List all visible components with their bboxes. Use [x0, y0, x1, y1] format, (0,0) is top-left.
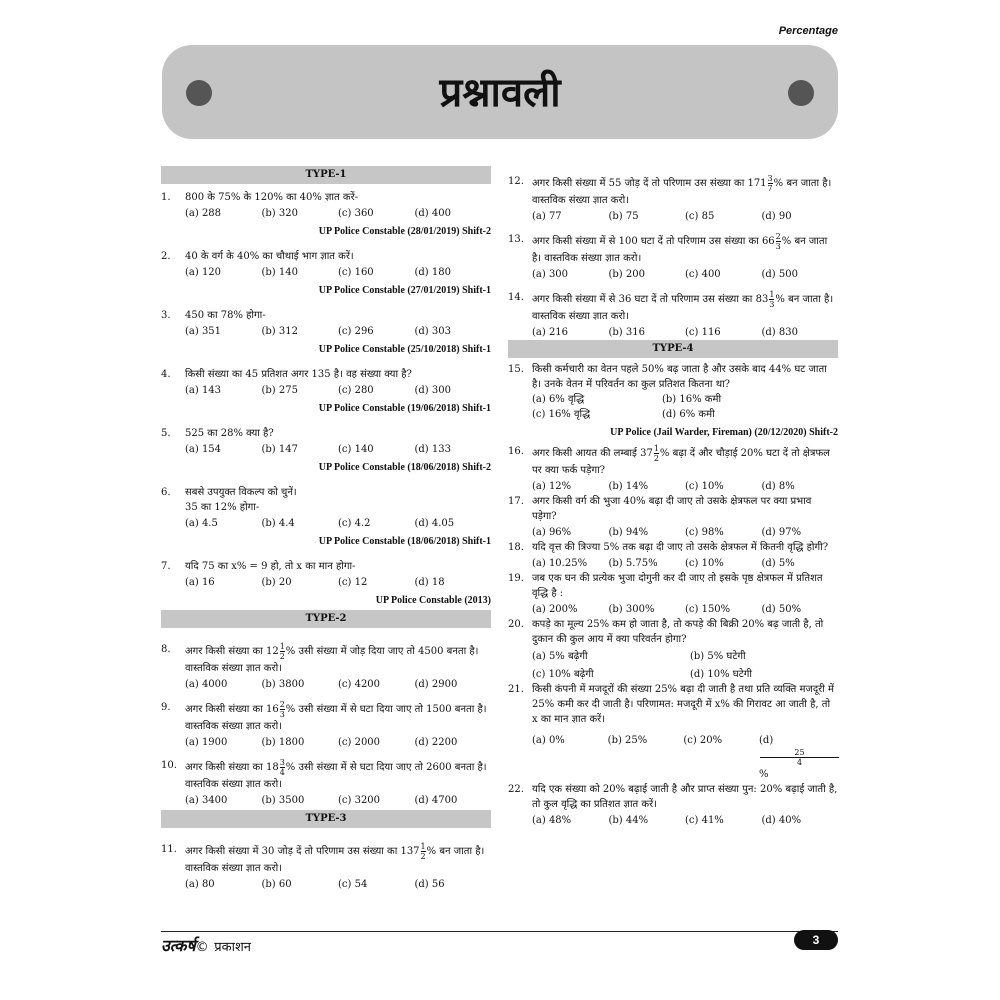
- question-source: UP Police Constable (27/01/2019) Shift-1: [318, 285, 491, 296]
- left-column: [161, 166, 491, 892]
- option-a: (a) 96%: [532, 527, 572, 538]
- question-3: [161, 308, 491, 357]
- question-20: [508, 617, 838, 682]
- option-a: (a) 48%: [532, 815, 572, 826]
- option-a: (a) 120: [185, 267, 222, 278]
- question-number: 13.: [508, 234, 524, 245]
- option-c: (c) 116: [685, 327, 721, 338]
- option-c: (c) 150%: [685, 604, 731, 615]
- option-c: (c) 4200: [338, 679, 381, 690]
- fraction: [421, 842, 426, 861]
- fraction-numerator: 1: [769, 290, 775, 299]
- question-8: [161, 642, 491, 692]
- option-c: (c) 98%: [685, 527, 724, 538]
- question-text: यदि वृत्त की त्रिज्या 5% तक बढ़ा दी जाए तो उसके क्षेत्रफल में कितनी वृद्धि होगी?: [532, 542, 829, 553]
- option-b: (b) 312: [261, 326, 298, 337]
- question-9: [161, 700, 491, 750]
- brand-copyright: ©: [195, 940, 209, 955]
- option-d: (d) 6% कमी: [662, 409, 715, 420]
- option-c: (c) 20%: [683, 735, 723, 746]
- fraction: [768, 174, 773, 193]
- fraction-numerator: 1: [653, 444, 659, 453]
- option-d: (d) 400: [414, 208, 451, 219]
- option-d: (d) 56: [414, 879, 445, 890]
- question-number: 4.: [161, 369, 171, 380]
- option-d: (d) 4700: [414, 795, 458, 806]
- question-text-pre: अगर किसी संख्या का 12: [185, 646, 279, 657]
- question-text-pre: अगर किसी आयत की लम्बाई 37: [532, 448, 653, 459]
- fraction-denominator: 2: [279, 652, 285, 661]
- option-b: (b) 5.75%: [608, 558, 658, 569]
- question-15: [508, 362, 838, 440]
- option-a: (a) 6% वृद्धि: [532, 394, 585, 405]
- question-text-post: % बन जाता है। वास्तविक संख्या ज्ञात करो।: [532, 236, 828, 264]
- question-text-post: % बढ़ा दें और चौड़ाई 20% घटा दें तो क्षेत्रफल पर क्या फर्क पड़ेगा?: [532, 448, 830, 476]
- fraction-denominator: 4: [279, 768, 285, 777]
- chapter-label: Percentage: [778, 25, 838, 37]
- fraction-denominator: 4: [796, 758, 803, 767]
- fraction-numerator: 25: [760, 748, 839, 758]
- option-c: (c) 4.2: [338, 518, 371, 529]
- option-a: (a) 16: [185, 577, 215, 588]
- option-d-suffix: %: [759, 769, 769, 780]
- option-a: (a) 143: [185, 385, 222, 396]
- question-text-pre: अगर किसी संख्या का 18: [185, 762, 279, 773]
- question-text: 800 के 75% के 120% का 40% ज्ञात करें-: [185, 192, 359, 203]
- option-c: (c) 3200: [338, 795, 381, 806]
- option-b: (b) 300%: [608, 604, 655, 615]
- option-b: (b) 200: [608, 269, 645, 280]
- option-b: (b) 1800: [261, 737, 305, 748]
- option-c: (c) 2000: [338, 737, 381, 748]
- option-a: (a) 3400: [185, 795, 228, 806]
- question-number: 8.: [161, 644, 171, 655]
- question-number: 9.: [161, 702, 171, 713]
- type-2-heading: TYPE-2: [161, 610, 491, 628]
- option-d: (d) 2900: [414, 679, 458, 690]
- question-number: 22.: [508, 784, 524, 795]
- option-d: (d) 18: [414, 577, 445, 588]
- question-21: [508, 682, 838, 782]
- question-number: 11.: [161, 844, 177, 855]
- question-text: किसी संख्या का 45 प्रतिशत अगर 135 है। वह संख्या क्या है?: [185, 369, 412, 380]
- option-d: (d): [759, 735, 774, 746]
- brand-name: उत्कर्ष: [161, 936, 196, 955]
- question-14: [508, 290, 838, 340]
- type-1-heading: TYPE-1: [161, 166, 491, 184]
- question-number: 3.: [161, 310, 171, 321]
- option-c: (c) 400: [685, 269, 721, 280]
- question-number: 18.: [508, 542, 524, 553]
- question-number: 14.: [508, 292, 524, 303]
- question-number: 6.: [161, 487, 171, 498]
- page-title: प्रश्नावली: [439, 70, 561, 116]
- option-b: (b) 94%: [608, 527, 649, 538]
- option-c: (c) 54: [338, 879, 368, 890]
- option-a: (a) 4.5: [185, 518, 218, 529]
- question-text-pre: अगर किसी संख्या में 55 जोड़ दें तो परिणाम उस संख्या का 171: [532, 178, 767, 189]
- banner-dot-right: [788, 80, 814, 106]
- option-b: (b) 275: [261, 385, 298, 396]
- question-number: 17.: [508, 496, 524, 507]
- option-d: (d) 50%: [761, 604, 802, 615]
- option-c: (c) 16% वृद्धि: [532, 409, 591, 420]
- publisher-brand: [161, 934, 251, 956]
- page-number: 3: [794, 930, 838, 950]
- fraction-denominator: 3: [769, 300, 775, 309]
- fraction-numerator: 2: [279, 700, 285, 709]
- question-10: [161, 758, 491, 808]
- question-text: कपड़े का मूल्य 25% कम हो जाता है, तो कपड़े की बिक्री 20% बढ़ जाती है, तो दुकान की कुल आय में क्या परिवर्तन होगा?: [532, 619, 824, 645]
- question-number: 10.: [161, 760, 177, 771]
- option-c: (c) 360: [338, 208, 374, 219]
- option-c: (c) 10%: [685, 558, 724, 569]
- option-b: (b) 25%: [607, 735, 648, 746]
- question-source: UP Police Constable (18/06/2018) Shift-2: [318, 462, 491, 473]
- question-6: [161, 485, 491, 549]
- question-text-post: % बन जाता है। वास्तविक संख्या ज्ञात करो।: [532, 178, 832, 206]
- fraction: [760, 748, 839, 767]
- option-c: (c) 280: [338, 385, 374, 396]
- question-text-post: % उसी संख्या में से घटा दिया जाए तो 2600 बनता है। वास्तविक संख्या ज्ञात करो।: [185, 762, 487, 790]
- option-c: (c) 85: [685, 211, 715, 222]
- question-18: [508, 540, 838, 571]
- question-number: 15.: [508, 364, 524, 375]
- question-text: यदि एक संख्या को 20% बढ़ाई जाती है और प्राप्त संख्या पुन: 20% बढ़ाई जाती है, तो कुल वृद्धि का प्रतिशत ज्ञात करें।: [532, 784, 838, 810]
- question-text: किसी कंपनी में मजदूरों की संख्या 25% बढ़ा दी जाती है तथा प्रति व्यक्ति मजदूरी में 25% कमी कर दी जाती है। परिणामत: मजदूरी में x% की गिरावट आ जाती है, तो x का मान ज्ञात करें।: [532, 684, 835, 725]
- question-number: 1.: [161, 192, 171, 203]
- option-b: (b) 20: [261, 577, 292, 588]
- question-text: किसी कर्मचारी का वेतन पहले 50% बढ़ जाता है और उसके बाद 44% घट जाता है। उनके वेतन में परिवर्तन का कुल प्रतिशत कितना था?: [532, 364, 827, 390]
- option-c: (c) 10%: [685, 481, 724, 492]
- question-4: [161, 367, 491, 416]
- option-b: (b) 316: [608, 327, 645, 338]
- fraction: [769, 290, 774, 309]
- question-source: UP Police Constable (2013): [375, 595, 491, 606]
- question-7: [161, 559, 491, 608]
- fraction-numerator: 3: [767, 174, 773, 183]
- option-a: (a) 154: [185, 444, 222, 455]
- option-a: (a) 351: [185, 326, 222, 337]
- question-text: यदि 75 का x% = 9 हो, तो x का मान होगा-: [185, 561, 356, 572]
- question-source: UP Police Constable (28/01/2019) Shift-2: [318, 226, 491, 237]
- option-d: (d) 10% घटेगी: [690, 669, 752, 680]
- fraction: [280, 700, 285, 719]
- question-12: [508, 174, 838, 224]
- question-text: जब एक घन की प्रत्येक भुजा दोगुनी कर दी जाए तो इसके पृष्ठ क्षेत्रफल में प्रतिशत वृद्धि है :: [532, 573, 823, 599]
- question-2: [161, 249, 491, 298]
- fraction-numerator: 2: [775, 232, 781, 241]
- question-11: [161, 842, 491, 892]
- brand-subtitle: प्रकाशन: [214, 940, 252, 955]
- option-d: (d) 300: [414, 385, 451, 396]
- question-5: [161, 426, 491, 475]
- question-text: अगर किसी वर्ग की भुजा 40% बढ़ा दी जाए तो उसके क्षेत्रफल पर क्या प्रभाव पड़ेगा?: [532, 496, 812, 522]
- question-number: 21.: [508, 684, 524, 695]
- question-text-post: % बन जाता है। वास्तविक संख्या ज्ञात करो।: [532, 294, 834, 322]
- question-16: [508, 444, 838, 494]
- option-b: (b) 320: [261, 208, 298, 219]
- right-column: [508, 174, 838, 828]
- fraction-numerator: 3: [279, 758, 285, 767]
- question-number: 19.: [508, 573, 524, 584]
- question-number: 16.: [508, 446, 524, 457]
- question-text-post: % उसी संख्या में से घटा दिया जाए तो 1500 बनता है। वास्तविक संख्या ज्ञात करो।: [185, 704, 487, 732]
- question-number: 7.: [161, 561, 171, 572]
- question-19: [508, 571, 838, 617]
- question-source: UP Police Constable (25/10/2018) Shift-1: [318, 344, 491, 355]
- option-c: (c) 296: [338, 326, 374, 337]
- fraction-denominator: 2: [420, 852, 426, 861]
- option-a: (a) 77: [532, 211, 562, 222]
- option-a: (a) 4000: [185, 679, 228, 690]
- question-text-line-2: 35 का 12% होगा-: [185, 502, 260, 513]
- question-text-pre: अगर किसी संख्या में से 36 घटा दें तो परिणाम उस संख्या का 83: [532, 294, 769, 305]
- question-number: 2.: [161, 251, 171, 262]
- footer-divider: [161, 931, 838, 932]
- option-d: (d) 5%: [761, 558, 795, 569]
- option-c: (c) 41%: [685, 815, 724, 826]
- option-a: (a) 300: [532, 269, 569, 280]
- option-a: (a) 288: [185, 208, 222, 219]
- fraction-denominator: 7: [767, 184, 773, 193]
- question-number: 5.: [161, 428, 171, 439]
- option-c: (c) 10% बढ़ेगी: [532, 669, 594, 680]
- option-a: (a) 5% बढ़ेगी: [532, 651, 588, 662]
- type-3-heading: TYPE-3: [161, 810, 491, 828]
- question-13: [508, 232, 838, 282]
- option-b: (b) 60: [261, 879, 292, 890]
- question-text-pre: अगर किसी संख्या में से 100 घटा दें तो परिणाम उस संख्या का 66: [532, 236, 775, 247]
- option-d: (d) 500: [761, 269, 798, 280]
- option-b: (b) 140: [261, 267, 298, 278]
- option-b: (b) 14%: [608, 481, 649, 492]
- question-source: UP Police (Jail Warder, Fireman) (20/12/2020) Shift-2: [610, 427, 838, 438]
- option-d: (d) 2200: [414, 737, 458, 748]
- option-d: (d) 180: [414, 267, 451, 278]
- fraction: [280, 642, 285, 661]
- option-a: (a) 0%: [532, 735, 565, 746]
- fraction-numerator: 1: [279, 642, 285, 651]
- question-source: UP Police Constable (19/06/2018) Shift-1: [318, 403, 491, 414]
- fraction: [280, 758, 285, 777]
- fraction: [776, 232, 781, 251]
- option-d: (d) 830: [761, 327, 798, 338]
- option-b: (b) 75: [608, 211, 639, 222]
- option-a: (a) 216: [532, 327, 569, 338]
- question-text: 450 का 78% होगा-: [185, 310, 266, 321]
- title-banner: [162, 45, 838, 139]
- question-text-post: % उसी संख्या में जोड़ दिया जाए तो 4500 बनता है। वास्तविक संख्या ज्ञात करो।: [185, 646, 479, 674]
- fraction: [654, 444, 659, 463]
- question-text-pre: अगर किसी संख्या में 30 जोड़ दें तो परिणाम उस संख्या का 137: [185, 846, 420, 857]
- question-source: UP Police Constable (18/06/2018) Shift-1: [318, 536, 491, 547]
- fraction-denominator: 3: [279, 710, 285, 719]
- question-22: [508, 782, 838, 828]
- type-4-heading: TYPE-4: [508, 340, 838, 358]
- question-number: 12.: [508, 176, 524, 187]
- question-17: [508, 494, 838, 540]
- question-text-post: % बन जाता है। वास्तविक संख्या ज्ञात करो।: [185, 846, 485, 874]
- option-d: (d) 8%: [761, 481, 795, 492]
- option-d: (d) 303: [414, 326, 451, 337]
- question-number: 20.: [508, 619, 524, 630]
- fraction-denominator: 2: [653, 454, 659, 463]
- option-b: (b) 44%: [608, 815, 649, 826]
- option-a: (a) 200%: [532, 604, 578, 615]
- option-b: (b) 4.4: [261, 518, 295, 529]
- option-b: (b) 147: [261, 444, 298, 455]
- option-c: (c) 140: [338, 444, 374, 455]
- option-a: (a) 12%: [532, 481, 572, 492]
- option-a: (a) 80: [185, 879, 215, 890]
- question-text-pre: अगर किसी संख्या का 16: [185, 704, 279, 715]
- fraction-numerator: 1: [420, 842, 426, 851]
- option-b: (b) 16% कमी: [662, 394, 722, 405]
- question-text: सबसे उपयुक्त विकल्प को चुनें।: [185, 487, 297, 498]
- option-b: (b) 3800: [261, 679, 305, 690]
- option-d: (d) 40%: [761, 815, 802, 826]
- fraction-denominator: 3: [775, 242, 781, 251]
- option-c: (c) 12: [338, 577, 368, 588]
- option-b: (b) 5% घटेगी: [690, 651, 746, 662]
- option-d: (d) 90: [761, 211, 792, 222]
- option-a: (a) 10.25%: [532, 558, 588, 569]
- option-d: (d) 97%: [761, 527, 802, 538]
- option-d: (d) 133: [414, 444, 451, 455]
- option-d: (d) 4.05: [414, 518, 455, 529]
- question-text: 40 के वर्ग के 40% का चौथाई भाग ज्ञात करें।: [185, 251, 354, 262]
- option-a: (a) 1900: [185, 737, 228, 748]
- option-c: (c) 160: [338, 267, 374, 278]
- question-text: 525 का 28% क्या है?: [185, 428, 274, 439]
- question-1: [161, 190, 491, 239]
- option-b: (b) 3500: [261, 795, 305, 806]
